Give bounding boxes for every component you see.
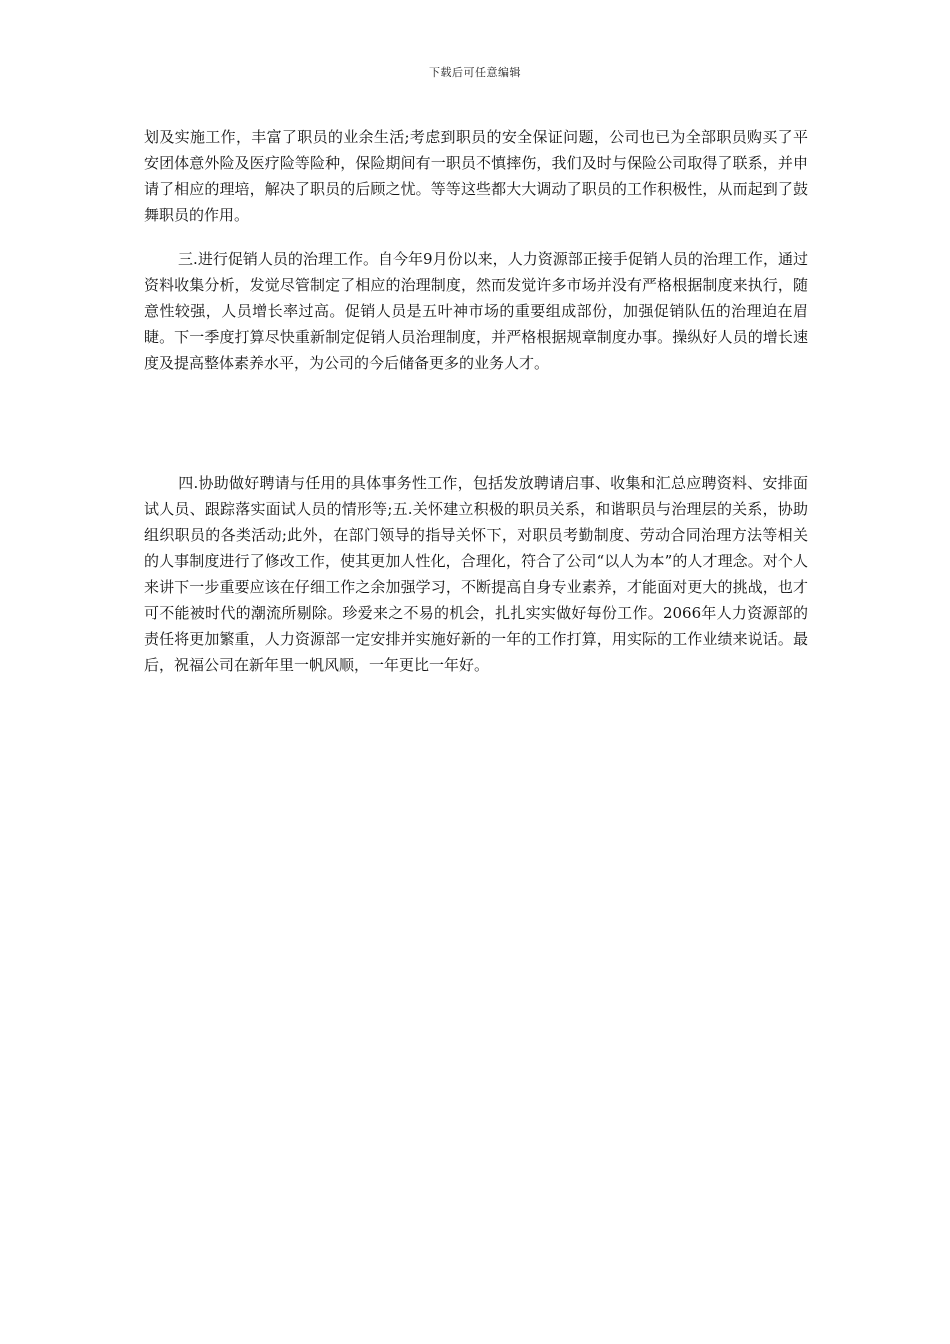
paragraph-section-four: [144, 470, 808, 678]
paragraph-text: 划及实施工作，丰富了职员的业余生活;考虑到职员的安全保证问题，公司也已为全部职员购买了平安团体意外险及医疗险等险种，保险期间有一职员不慎摔伤，我们及时与保险公司取得了联系，并申请了相应的理培，解决了职员的后顾之忧。等等这些都大大调动了职员的工作积极性，从而起到了鼓舞职员的作用。: [144, 128, 808, 224]
paragraph-text: 四.协助做好聘请与任用的具体事务性工作，包括发放聘请启事、收集和汇总应聘资料、安排面试人员、跟踪落实面试人员的情形等;五.关怀建立积极的职员关系，和谐职员与治理层的关系，协助组织职员的各类活动;此外，在部门领导的指导关怀下，对职员考勤制度、劳动合同治理方法等相关的人事制度进行了修改工作，使其更加人性化，合理化，符合了公司“以人为本”的人才理念。对个人来讲下一步重要应该在仔细工作之余加强学习，不断提高自身专业素养，才能面对更大的挑战，也才可不能被时代的潮流所剔除。珍爱来之不易的机会，扎扎实实做好每份工作。2066年人力资源部的责任将更加繁重，人力资源部一定安排并实施好新的一年的工作打算，用实际的工作业绩来说话。最后，祝福公司在新年里一帆风顺，一年更比一年好。: [144, 474, 808, 674]
paragraph-continued: [144, 124, 808, 228]
paragraph-section-three: [144, 246, 808, 376]
paragraph-text: 三.进行促销人员的治理工作。自今年9月份以来，人力资源部正接手促销人员的治理工作，通过资料收集分析，发觉尽管制定了相应的治理制度，然而发觉许多市场并没有严格根据制度来执行，随意性较强，人员增长率过高。促销人员是五叶神市场的重要组成部份，加强促销队伍的治理迫在眉睫。下一季度打算尽快重新制定促销人员治理制度，并严格根据规章制度办事。操纵好人员的增长速度及提高整体素养水平，为公司的今后储备更多的业务人才。: [144, 250, 808, 372]
page-header: 下载后可任意编辑: [429, 66, 521, 79]
